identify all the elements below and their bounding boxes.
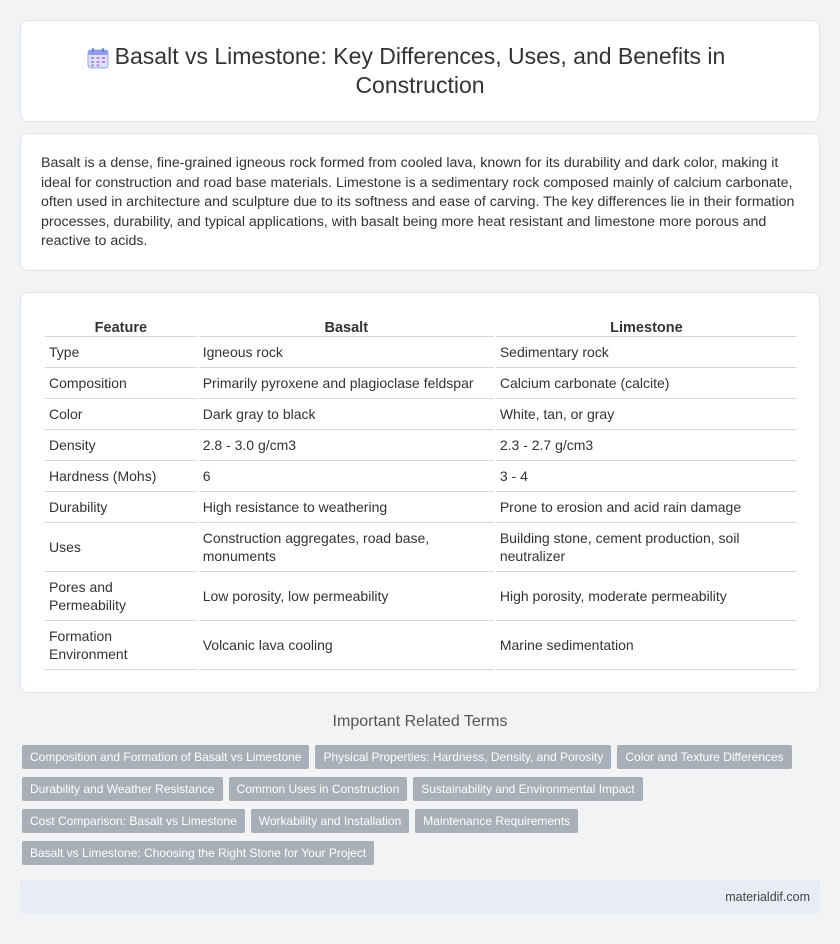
feature-cell: Color (45, 399, 197, 430)
feature-cell: Type (45, 337, 197, 368)
feature-cell: Formation Environment (45, 621, 197, 670)
basalt-cell: 6 (199, 461, 494, 492)
limestone-cell: Building stone, cement production, soil neutralizer (496, 523, 797, 572)
feature-cell: Durability (45, 492, 197, 523)
related-term-tag[interactable]: Composition and Formation of Basalt vs Limestone (22, 745, 309, 769)
feature-cell: Hardness (Mohs) (45, 461, 197, 492)
table-row (45, 399, 797, 430)
basalt-cell: Dark gray to black (199, 399, 494, 430)
footer (20, 880, 820, 914)
table-row (45, 430, 797, 461)
basalt-cell: Construction aggregates, road base, monuments (199, 523, 494, 572)
intro-card (20, 133, 820, 271)
feature-cell: Density (45, 430, 197, 461)
related-term-tag[interactable]: Maintenance Requirements (415, 809, 578, 833)
related-term-tag[interactable]: Cost Comparison: Basalt vs Limestone (22, 809, 245, 833)
limestone-cell: 2.3 - 2.7 g/cm3 (496, 430, 797, 461)
related-term-tag[interactable]: Durability and Weather Resistance (22, 777, 223, 801)
limestone-cell: Calcium carbonate (calcite) (496, 368, 797, 399)
basalt-cell: Igneous rock (199, 337, 494, 368)
header-limestone: Limestone (496, 313, 797, 337)
related-term-tag[interactable]: Basalt vs Limestone: Choosing the Right Stone for Your Project (22, 841, 374, 865)
table-row (45, 368, 797, 399)
table-row (45, 621, 797, 670)
comparison-table (43, 313, 799, 670)
basalt-cell: Volcanic lava cooling (199, 621, 494, 670)
related-term-tag[interactable]: Physical Properties: Hardness, Density, and Porosity (315, 745, 611, 769)
basalt-cell: 2.8 - 3.0 g/cm3 (199, 430, 494, 461)
related-terms-list (22, 745, 822, 865)
feature-cell: Pores and Permeability (45, 572, 197, 621)
basalt-cell: High resistance to weathering (199, 492, 494, 523)
intro-paragraph: Basalt is a dense, fine-grained igneous rock formed from cooled lava, known for its durability and dark color, making it ideal for construction and road base materials. Limestone is a sedimentary rock composed mainly of calcium carbonate, often used in architecture and sculpture due to its softness and ease of carving. The key differences lie in their formation processes, durability, and typical applications, with basalt being more heat resistant and limestone more porous and reactive to acids. (41, 155, 795, 249)
related-term-tag[interactable]: Color and Texture Differences (617, 745, 791, 769)
feature-cell: Uses (45, 523, 197, 572)
limestone-cell: High porosity, moderate permeability (496, 572, 797, 621)
header-feature: Feature (45, 313, 197, 337)
title-card (20, 20, 820, 122)
related-term-tag[interactable]: Workability and Installation (251, 809, 410, 833)
table-row (45, 337, 797, 368)
related-term-tag[interactable]: Sustainability and Environmental Impact (413, 777, 642, 801)
comparison-table-card (20, 292, 820, 693)
header-basalt: Basalt (199, 313, 494, 337)
limestone-cell: White, tan, or gray (496, 399, 797, 430)
limestone-cell: Prone to erosion and acid rain damage (496, 492, 797, 523)
feature-cell: Composition (45, 368, 197, 399)
basalt-cell: Low porosity, low permeability (199, 572, 494, 621)
table-row (45, 461, 797, 492)
basalt-cell: Primarily pyroxene and plagioclase feldspar (199, 368, 494, 399)
limestone-cell: Sedimentary rock (496, 337, 797, 368)
related-terms-heading: Important Related Terms (332, 713, 508, 730)
table-row (45, 492, 797, 523)
related-term-tag[interactable]: Common Uses in Construction (229, 777, 408, 801)
page-title: Basalt vs Limestone: Key Differences, Uses, and Benefits in Construction (114, 43, 726, 98)
table-row (45, 523, 797, 572)
table-header-row (45, 313, 797, 337)
footer-site-link[interactable]: materialdif.com (725, 890, 810, 904)
limestone-cell: Marine sedimentation (496, 621, 797, 670)
limestone-cell: 3 - 4 (496, 461, 797, 492)
table-row (45, 572, 797, 621)
